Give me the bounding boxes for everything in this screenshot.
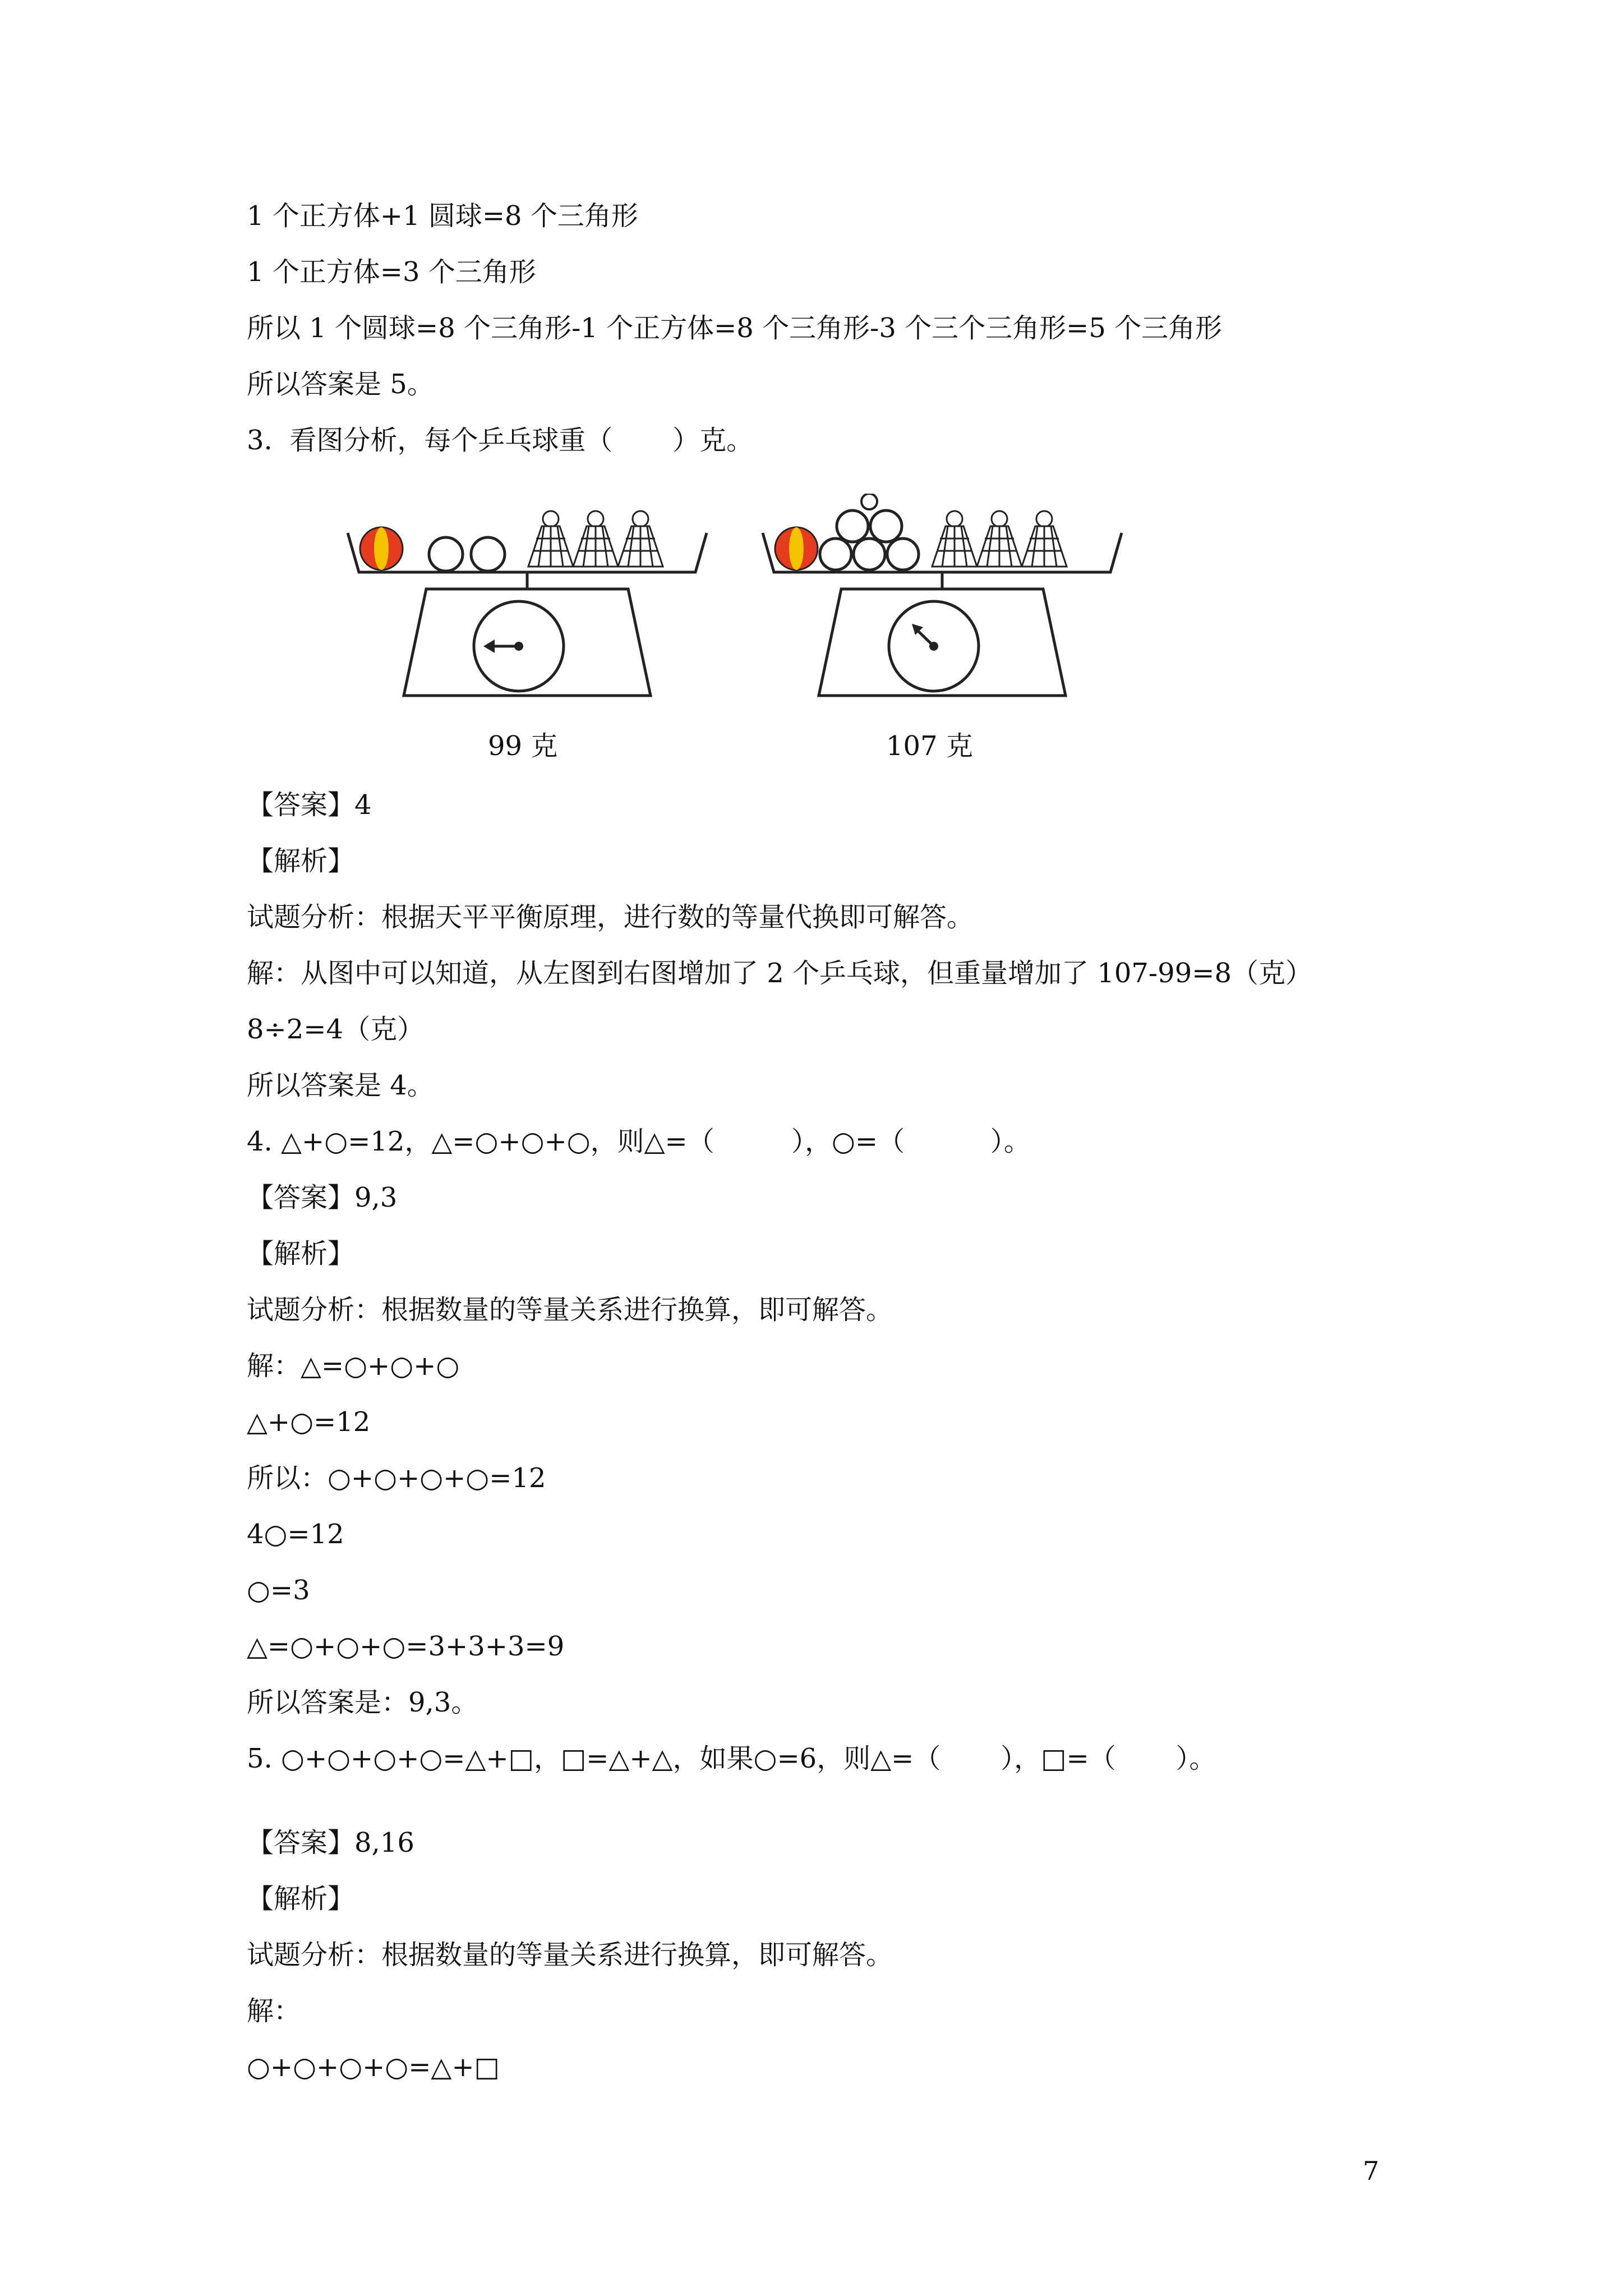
analysis-label: 【解析】 (247, 845, 355, 877)
text-line: 1 个正方体+1 圆球=8 个三角形 (247, 200, 638, 232)
scale-dial (474, 601, 564, 691)
shuttlecock-icon (977, 511, 1022, 567)
left-scale (348, 511, 707, 696)
question-4: 4. △+○=12，△=○+○+○，则△=（ ），○=（ ）。 (247, 1126, 1031, 1157)
ping-pong-ball-icon (854, 539, 885, 570)
text-line: 试题分析：根据天平平衡原理，进行数的等量代换即可解答。 (247, 901, 974, 933)
shuttlecock-icon (528, 511, 573, 567)
text-line: 所以：○+○+○+○=12 (247, 1462, 546, 1494)
left-scale-caption: 99 克 (488, 730, 558, 762)
beach-ball-icon (775, 527, 818, 570)
ping-pong-ball-icon (887, 539, 919, 570)
beach-ball-icon (360, 527, 403, 570)
text-line: 所以答案是 4。 (247, 1070, 434, 1101)
right-scale-caption: 107 克 (886, 730, 973, 762)
page-number: 7 (1363, 2156, 1380, 2186)
text-line: 解：△=○+○+○ (247, 1350, 460, 1382)
text-line: 1 个正方体=3 个三角形 (247, 256, 536, 288)
text-line: 4○=12 (247, 1519, 344, 1550)
answer-label: 【答案】9,3 (247, 1182, 398, 1213)
text-line: 试题分析：根据数量的等量关系进行换算，即可解答。 (247, 1939, 893, 1971)
ping-pong-ball-icon (870, 510, 902, 542)
text-line: 所以答案是：9,3。 (247, 1687, 478, 1718)
right-scale (763, 494, 1122, 696)
scale-dial (889, 601, 979, 691)
text-line: 所以 1 个圆球=8 个三角形-1 个正方体=8 个三角形-3 个三个三角形=5 个三角形 (247, 312, 1223, 344)
shuttlecock-icon (1022, 511, 1067, 567)
ping-pong-ball-icon (837, 510, 868, 542)
text-line: 试题分析：根据数量的等量关系进行换算，即可解答。 (247, 1294, 893, 1326)
shuttlecock-icon (932, 511, 977, 567)
text-line: △+○=12 (247, 1406, 371, 1438)
text-line: 解： (247, 1995, 301, 2027)
shuttlecock-icon (573, 511, 618, 567)
text-line: △=○+○+○=3+3+3=9 (247, 1631, 565, 1662)
question-5: 5. ○+○+○+○=△+□，□=△+△，如果○=6，则△=（ ），□=（ ）。 (247, 1743, 1216, 1774)
ping-pong-ball-icon (861, 494, 877, 509)
shuttlecock-icon (618, 511, 663, 567)
answer-label: 【答案】4 (247, 789, 372, 821)
question-3: 3. 看图分析，每个乒乓球重（ ）克。 (247, 425, 754, 456)
analysis-label: 【解析】 (247, 1238, 355, 1269)
answer-label: 【答案】8,16 (247, 1827, 414, 1858)
ping-pong-ball-icon (820, 539, 851, 570)
text-line: 所以答案是 5。 (247, 369, 434, 400)
text-line: ○=3 (247, 1575, 310, 1606)
scales-figure (336, 494, 1150, 707)
text-line: 8÷2=4（克） (247, 1014, 425, 1045)
analysis-label: 【解析】 (247, 1883, 355, 1915)
text-line: ○+○+○+○=△+□ (247, 2051, 500, 2083)
ping-pong-ball-icon (471, 537, 505, 571)
text-line: 解：从图中可以知道，从左图到右图增加了 2 个乒乓球，但重量增加了 107-99=8（克） (247, 958, 1312, 989)
ping-pong-ball-icon (429, 537, 463, 571)
